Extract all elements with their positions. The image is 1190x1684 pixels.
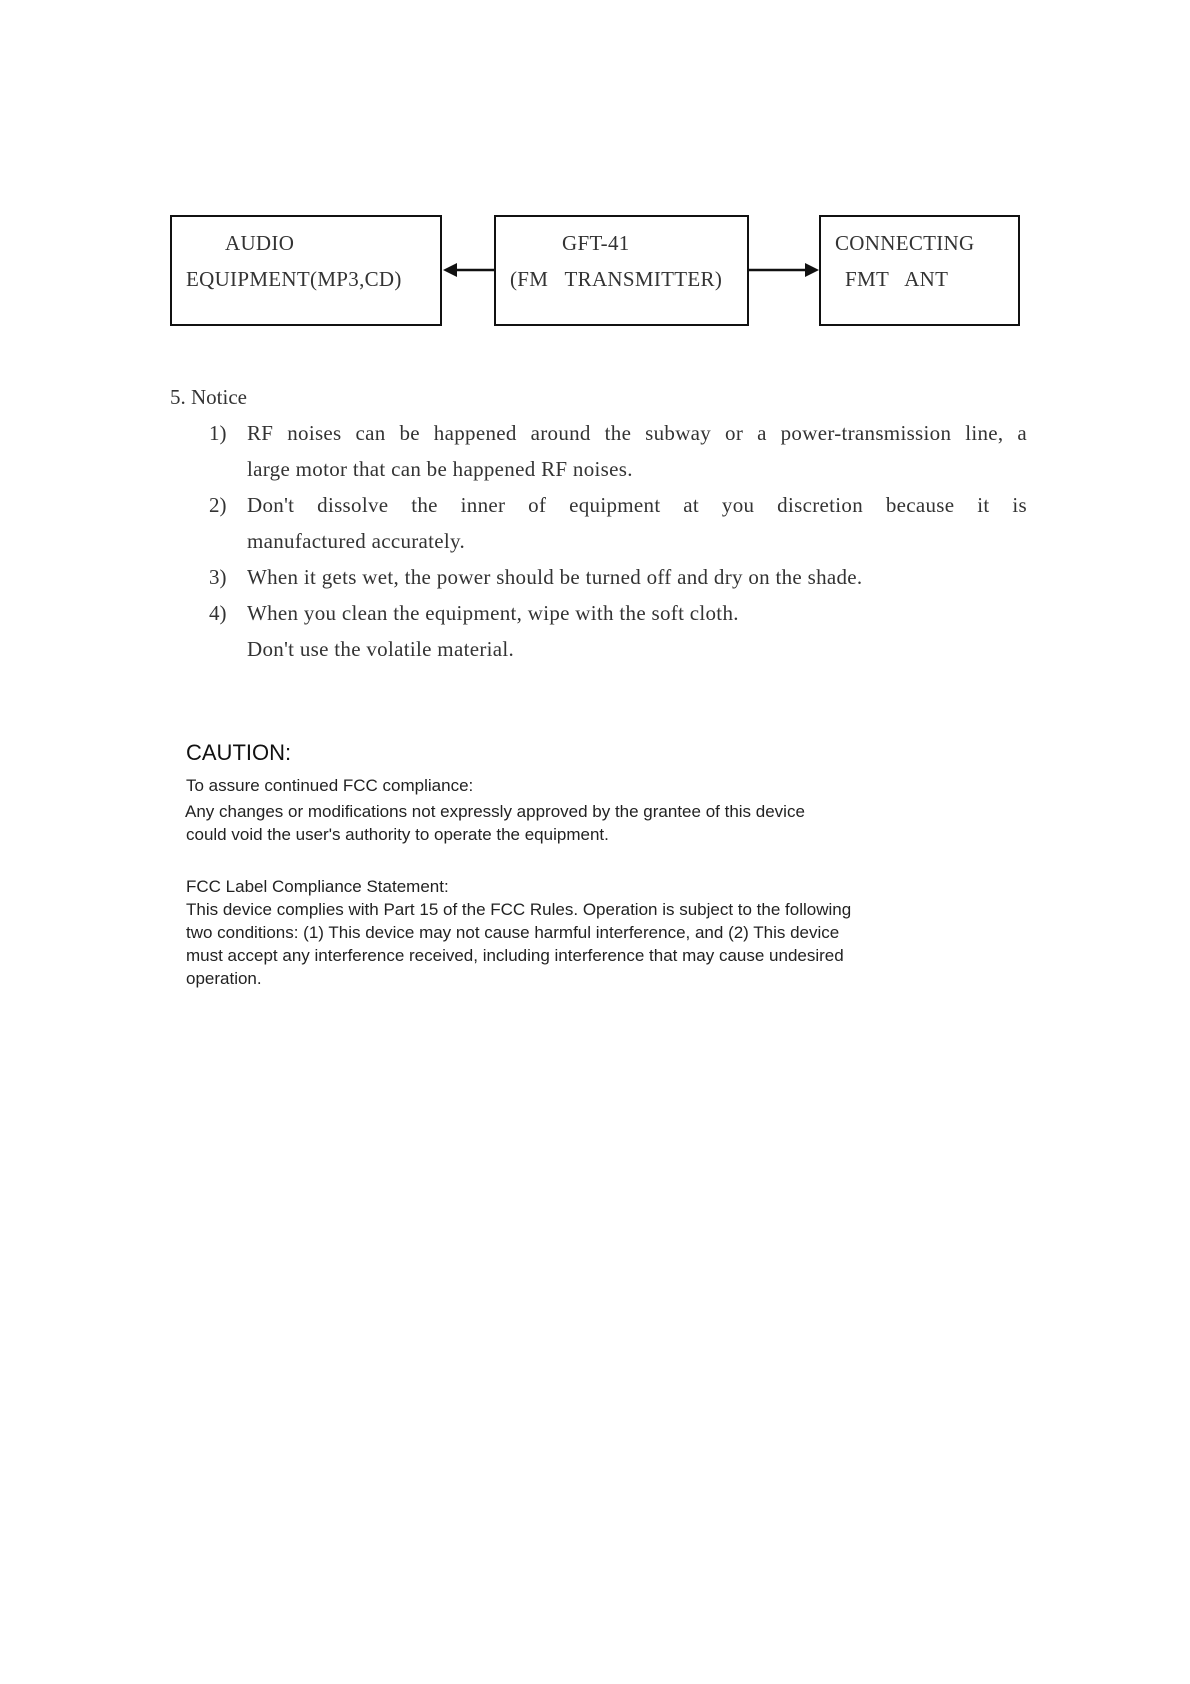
transmitter-box-line1: GFT-41	[562, 231, 630, 255]
arrowhead-right-icon	[805, 263, 819, 277]
notice-item-3-line1: When it gets wet, the power should be turned off and dry on the shade.	[247, 565, 863, 589]
notice-item-2-number: 2)	[209, 493, 227, 517]
caution-subtitle: To assure continued FCC compliance:	[186, 776, 474, 795]
fcc-label-line1: This device complies with Part 15 of the FCC Rules. Operation is subject to the following	[186, 900, 852, 919]
notice-item-4-line2: Don't use the volatile material.	[247, 637, 515, 661]
caution-line1: Any changes or modifications not expressly approved by the grantee of this device	[185, 802, 805, 821]
diagram-arrows	[0, 0, 1190, 400]
fcc-label-title: FCC Label Compliance Statement:	[186, 877, 449, 896]
arrowhead-left-icon	[443, 263, 457, 277]
fcc-label-line4: operation.	[186, 969, 262, 988]
transmitter-box-line2: (FM TRANSMITTER)	[510, 267, 723, 291]
notice-item-3-number: 3)	[209, 565, 227, 589]
audio-box-line1: AUDIO	[225, 231, 295, 255]
notice-title: 5. Notice	[170, 385, 247, 409]
antenna-box-line1: CONNECTING	[835, 231, 975, 255]
caution-line2: could void the user's authority to operate the equipment.	[186, 825, 609, 844]
notice-item-1-line2: large motor that can be happened RF noises.	[247, 457, 633, 481]
notice-item-4-line1: When you clean the equipment, wipe with the soft cloth.	[247, 601, 739, 625]
antenna-box-line2: FMT ANT	[845, 267, 949, 291]
fcc-label-line3: must accept any interference received, including interference that may cause undesired	[186, 946, 844, 965]
caution-title: CAUTION:	[186, 740, 292, 765]
audio-box-line2: EQUIPMENT(MP3,CD)	[186, 267, 402, 291]
fcc-label-line2: two conditions: (1) This device may not cause harmful interference, and (2) This device	[186, 923, 840, 942]
notice-item-1-line1: RF noises can be happened around the subway or a power-transmission line, a	[247, 421, 1027, 445]
notice-item-2-line2: manufactured accurately.	[247, 529, 466, 553]
notice-item-4-number: 4)	[209, 601, 227, 625]
notice-item-1-number: 1)	[209, 421, 227, 445]
notice-item-2-line1: Don't dissolve the inner of equipment at you discretion because it is	[247, 493, 1027, 517]
